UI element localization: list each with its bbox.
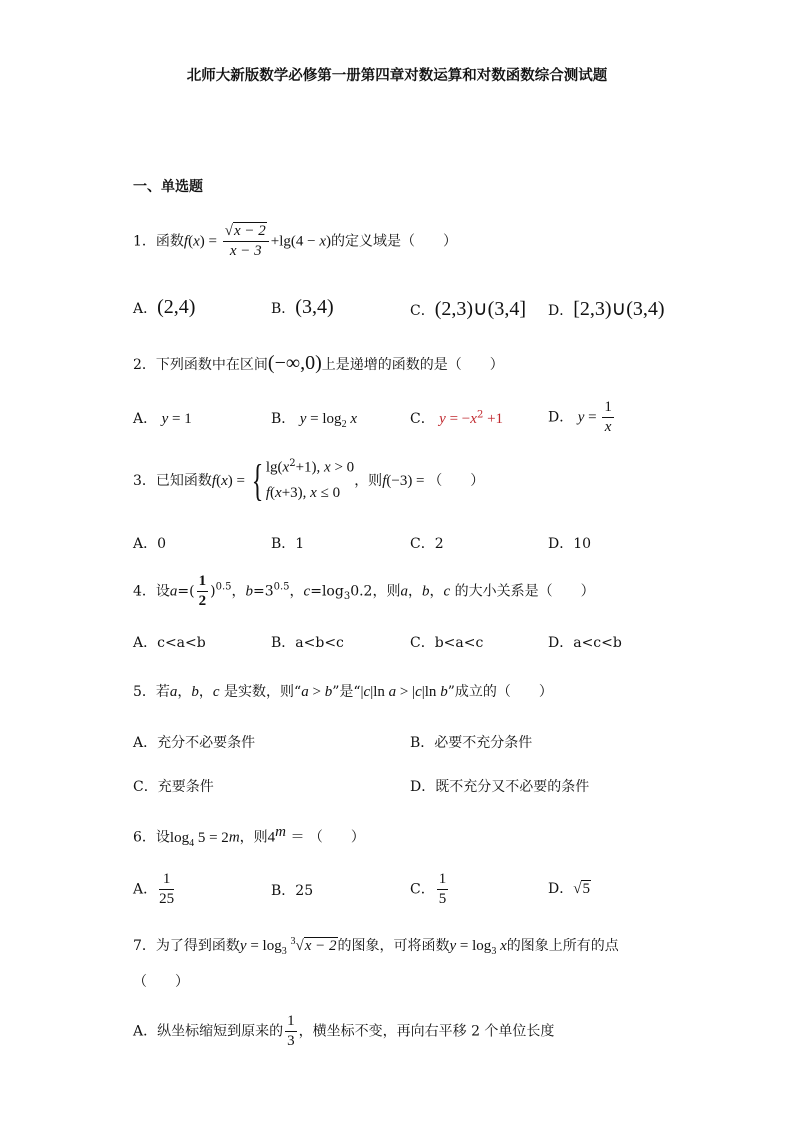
q4-option-d[interactable]: D．a<c<b [548, 635, 622, 651]
q5-option-d[interactable]: D．既不充分又不必要的条件 [410, 779, 590, 795]
q1-prefix: 1．函数 [133, 233, 184, 250]
q3-option-c[interactable]: C．2 [410, 536, 444, 552]
q4-option-a[interactable]: A．c<a<b [133, 635, 206, 651]
q2-interval: (−∞,0) [267, 352, 322, 374]
section-heading: 一、单选题 [133, 179, 203, 195]
q1-option-a[interactable]: A．(2,4) [133, 296, 196, 318]
question-7-answer-paren: （ ） [133, 974, 189, 990]
q4-option-c[interactable]: C．b<a<c [410, 635, 484, 651]
q6-option-c[interactable]: C． $\frac{1}{5}$ [410, 871, 447, 907]
q1-option-b[interactable]: B．(3,4) [271, 296, 334, 318]
q7-option-a[interactable]: A．纵坐标缩短到原来的 $\frac{1}{3}$ ，横坐标不变，再向右平移 2 个单位长度 [133, 1013, 555, 1049]
q1-option-d[interactable]: D．[2,3)∪(3,4) [548, 298, 665, 320]
question-5: 5．若a，b，c 是实数，则“a > b”是“|c|ln a > |c|ln b”成立的（ ） [133, 684, 553, 700]
q6-option-b[interactable]: B．25 [271, 883, 314, 899]
q1-formula: f [183, 233, 189, 250]
q3-option-d[interactable]: D．10 [548, 536, 592, 552]
question-6: 6．设$\log_4 5 = 2m$，则$4^m$ ＝ （ ） [133, 824, 365, 849]
question-2: 2．下列函数中在区间(−∞,0)上是递增的函数的是（ ） [133, 352, 504, 374]
q6-option-d[interactable]: D．√5 [548, 881, 590, 897]
q3-option-a[interactable]: A．0 [133, 536, 167, 552]
q2-option-b[interactable]: B． $y = \log_2 x$ [271, 411, 357, 430]
q5-option-b[interactable]: B．必要不充分条件 [410, 735, 533, 751]
question-1: 1．函数f(x) = $\frac{√x - 2}{x - 3}$ +lg(4 − x)的定义域是（ ） [133, 223, 458, 259]
question-7: 7．为了得到函数$y = \log_3 ^3√x - 2$的图象，可将函数$y = \log_3 x$的图象上所有的点 [133, 936, 619, 957]
q5-option-a[interactable]: A．充分不必要条件 [133, 735, 256, 751]
q3-piecewise: $\lg(x^2+1)$, x > 0 f(x+3), x ≤ 0 [265, 458, 355, 502]
q3-option-b[interactable]: B．1 [271, 536, 305, 552]
document-title: 北师大新版数学必修第一册第四章对数运算和对数函数综合测试题 [186, 67, 608, 84]
q5-option-c[interactable]: C．充要条件 [133, 779, 214, 795]
question-3: 3．已知函数f(x) = { $\lg(x^2+1)$, x > 0 f(x+3), x ≤ 0 ，则f(−3) = （ ） [133, 455, 485, 505]
q2-option-a[interactable]: A． y = 1 [133, 411, 192, 427]
question-4: 4．设a=( $\frac{1}{2}$ )$^{0.5}$，$b=3^{0.5}$，$c=\log_30.2$，则a，b，c 的大小关系是（ ） [133, 573, 595, 609]
q1-option-c[interactable]: C．(2,3)∪(3,4] [410, 298, 526, 320]
q1-suffix: 的定义域是（ ） [331, 233, 458, 250]
q2-option-c[interactable]: C． $y = -x^2 +1$ [410, 409, 504, 427]
q4-option-b[interactable]: B．a<b<c [271, 635, 344, 651]
q1-fraction: $\frac{√x - 2}{x - 3}$ [223, 222, 269, 261]
q2-option-d[interactable]: D． y = $\frac{1}{x}$ [548, 399, 612, 435]
q6-option-a[interactable]: A． $\frac{1}{25}$ [133, 871, 175, 907]
